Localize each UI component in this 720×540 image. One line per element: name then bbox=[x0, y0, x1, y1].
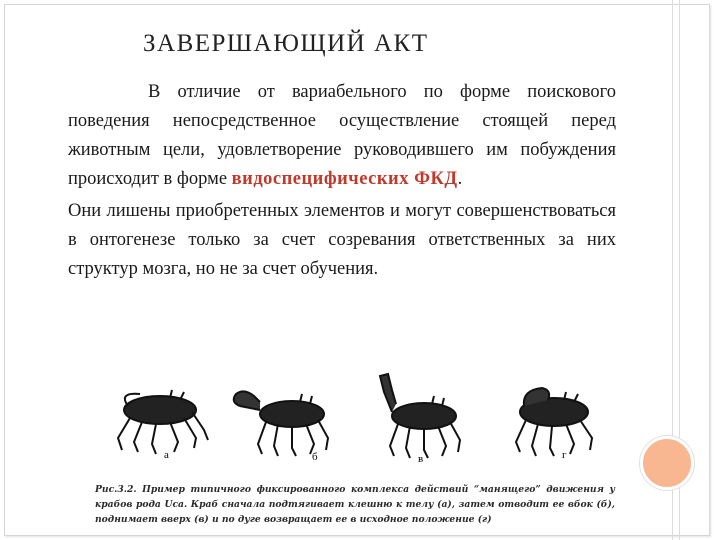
paragraph-2: Они лишены приобретенных элементов и могут совершенствоваться в онтогенезе только за счет созревания ответственных за них структур мозга, но не за счет обучения. bbox=[68, 201, 616, 279]
crab-g-illustration bbox=[516, 388, 592, 456]
crab-figure bbox=[100, 372, 620, 482]
fig-label-a: а bbox=[164, 449, 169, 461]
paragraph-1-end: . bbox=[457, 169, 463, 189]
crab-v-illustration bbox=[380, 374, 460, 458]
slide-title: ЗАВЕРШАЮЩИЙ АКТ bbox=[143, 30, 429, 57]
fig-label-v: в bbox=[418, 453, 424, 465]
slide-body bbox=[68, 78, 616, 284]
fig-label-b: б bbox=[312, 451, 318, 463]
crab-a-illustration bbox=[118, 390, 208, 454]
paragraph-1-text: В отличие от вариабельного по форме поискового поведения непосредственное осуществление стоящей перед животным цели, удовлетворение руководившего им побуждения происходит в форме bbox=[68, 82, 616, 189]
crab-b-illustration bbox=[234, 391, 328, 456]
highlight-term: видоспецифических ФКД bbox=[231, 169, 458, 189]
decorative-circle bbox=[640, 436, 694, 490]
fig-label-g: г bbox=[562, 449, 567, 461]
paragraph-1 bbox=[68, 78, 616, 194]
figure-caption: Рис.3.2. Пример типичного фиксированного комплекса действий “манящего” движения у крабов рода Uca. Краб сначала подтягивает клешню к телу (а), затем отводит ее вбок (б), поднимает вверх (в) и по дуге возвращает ее в исходное положение (г) bbox=[95, 484, 615, 525]
